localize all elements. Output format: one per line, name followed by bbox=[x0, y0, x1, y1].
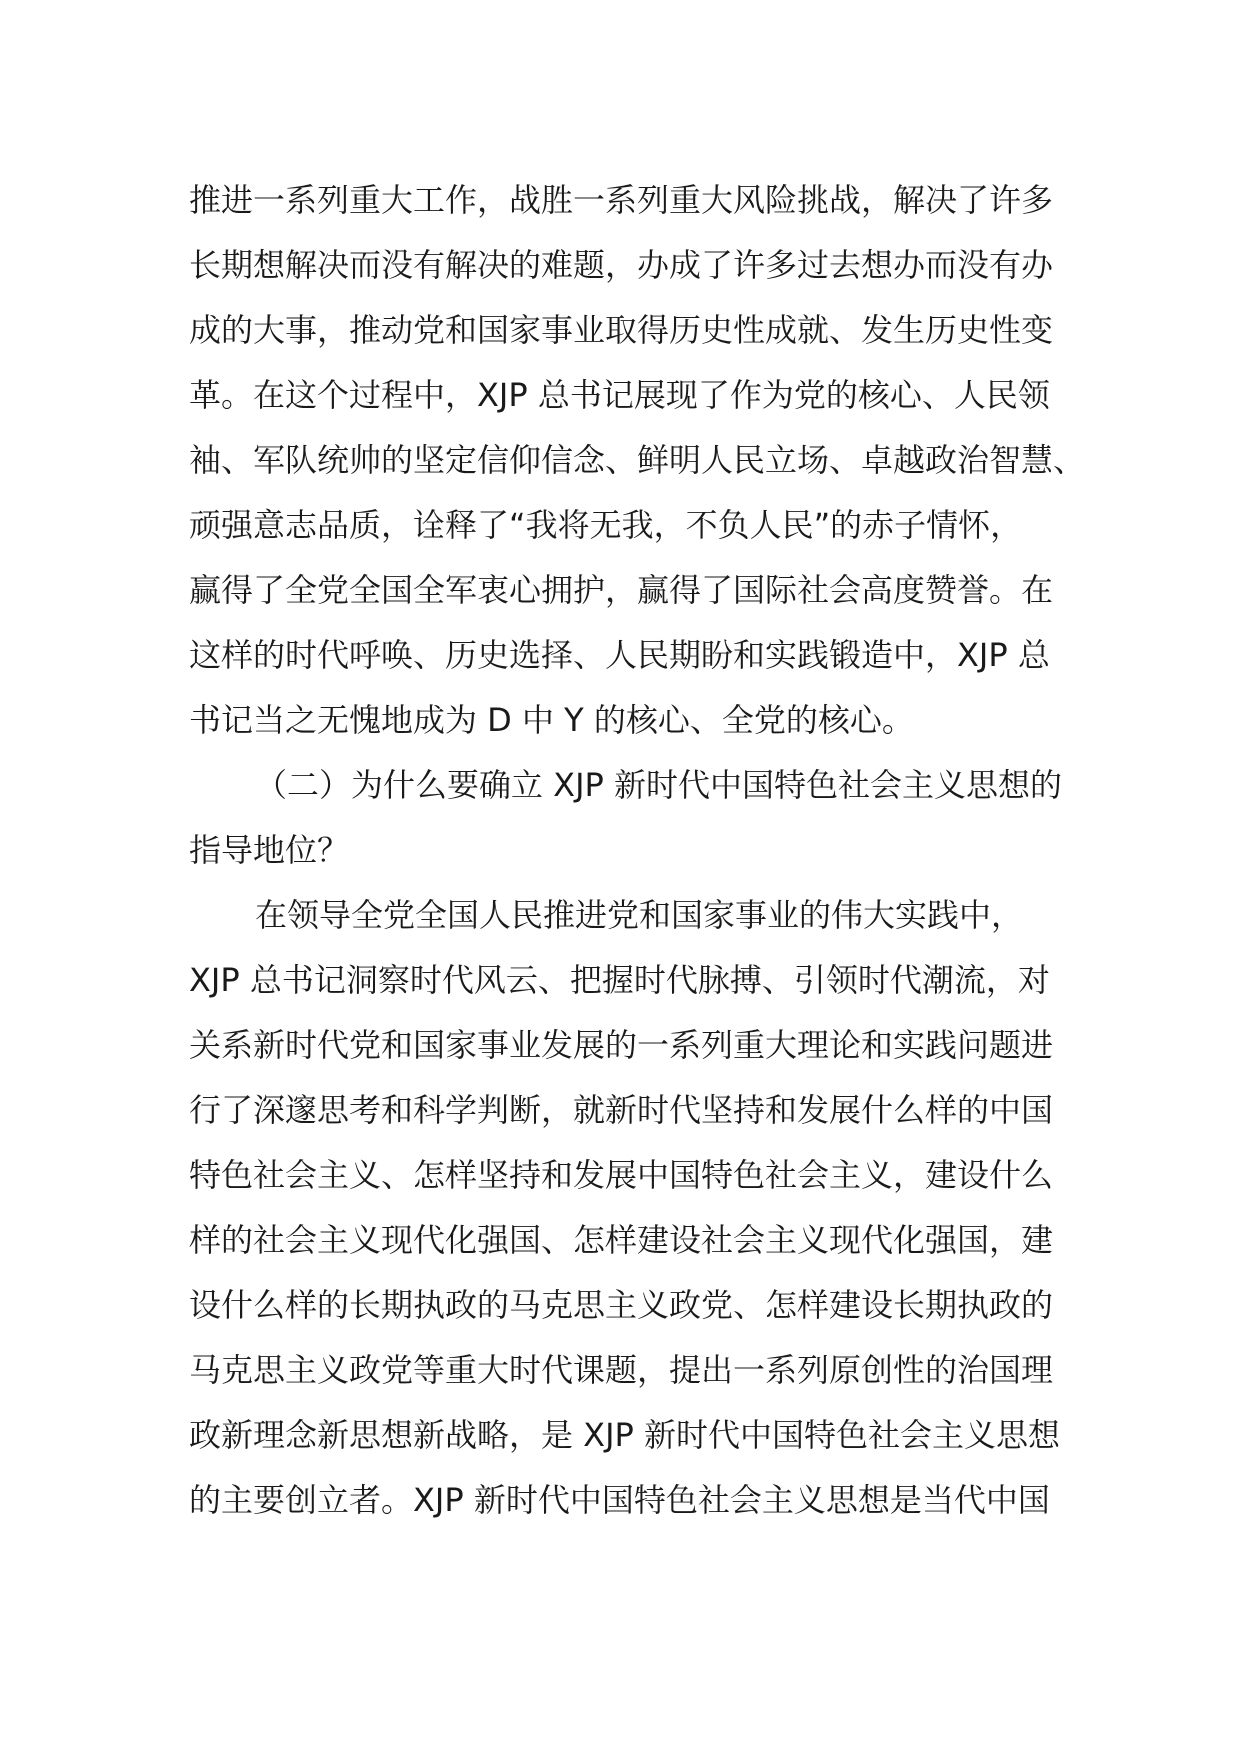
text-line: 马克思主义政党等重大时代课题，提出一系列原创性的治国理 bbox=[189, 1351, 1054, 1389]
text-line: 推进一系列重大工作，战胜一系列重大风险挑战，解决了许多 bbox=[189, 181, 1054, 219]
text-line: 这样的时代呼唤、历史选择、人民期盼和实践锻造中，XJP 总 bbox=[189, 636, 1050, 674]
text-line: XJP 总书记洞察时代风云、把握时代脉搏、引领时代潮流，对 bbox=[189, 961, 1050, 999]
text-line: 的主要创立者。XJP 新时代中国特色社会主义思想是当代中国 bbox=[189, 1481, 1050, 1519]
section-heading: （二）为什么要确立 XJP 新时代中国特色社会主义思想的 bbox=[255, 766, 1063, 804]
section-heading-continued: 指导地位？ bbox=[189, 831, 350, 869]
text-line: 行了深邃思考和科学判断，就新时代坚持和发展什么样的中国 bbox=[189, 1091, 1054, 1129]
text-line: 设什么样的长期执政的马克思主义政党、怎样建设长期执政的 bbox=[189, 1286, 1054, 1324]
text-line: 长期想解决而没有解决的难题，办成了许多过去想办而没有办 bbox=[189, 246, 1054, 284]
text-line: 成的大事，推动党和国家事业取得历史性成就、发生历史性变 bbox=[189, 311, 1054, 349]
text-line: 样的社会主义现代化强国、怎样建设社会主义现代化强国，建 bbox=[189, 1221, 1054, 1259]
text-line: 赢得了全党全国全军衷心拥护，赢得了国际社会高度赞誉。在 bbox=[189, 571, 1054, 609]
text-line: 革。在这个过程中，XJP 总书记展现了作为党的核心、人民领 bbox=[189, 376, 1050, 414]
text-line: 顽强意志品质，诠释了“我将无我，不负人民”的赤子情怀， bbox=[189, 506, 1023, 544]
text-line: 特色社会主义、怎样坚持和发展中国特色社会主义，建设什么 bbox=[189, 1156, 1054, 1194]
text-line: 在领导全党全国人民推进党和国家事业的伟大实践中， bbox=[255, 896, 1024, 934]
body-text bbox=[189, 168, 1089, 1533]
text-line: 政新理念新思想新战略，是 XJP 新时代中国特色社会主义思想 bbox=[189, 1416, 1061, 1454]
text-line: 书记当之无愧地成为 D 中 Y 的核心、全党的核心。 bbox=[189, 701, 914, 739]
text-line: 关系新时代党和国家事业发展的一系列重大理论和实践问题进 bbox=[189, 1026, 1054, 1064]
text-line: 袖、军队统帅的坚定信仰信念、鲜明人民立场、卓越政治智慧、 bbox=[189, 441, 1086, 479]
